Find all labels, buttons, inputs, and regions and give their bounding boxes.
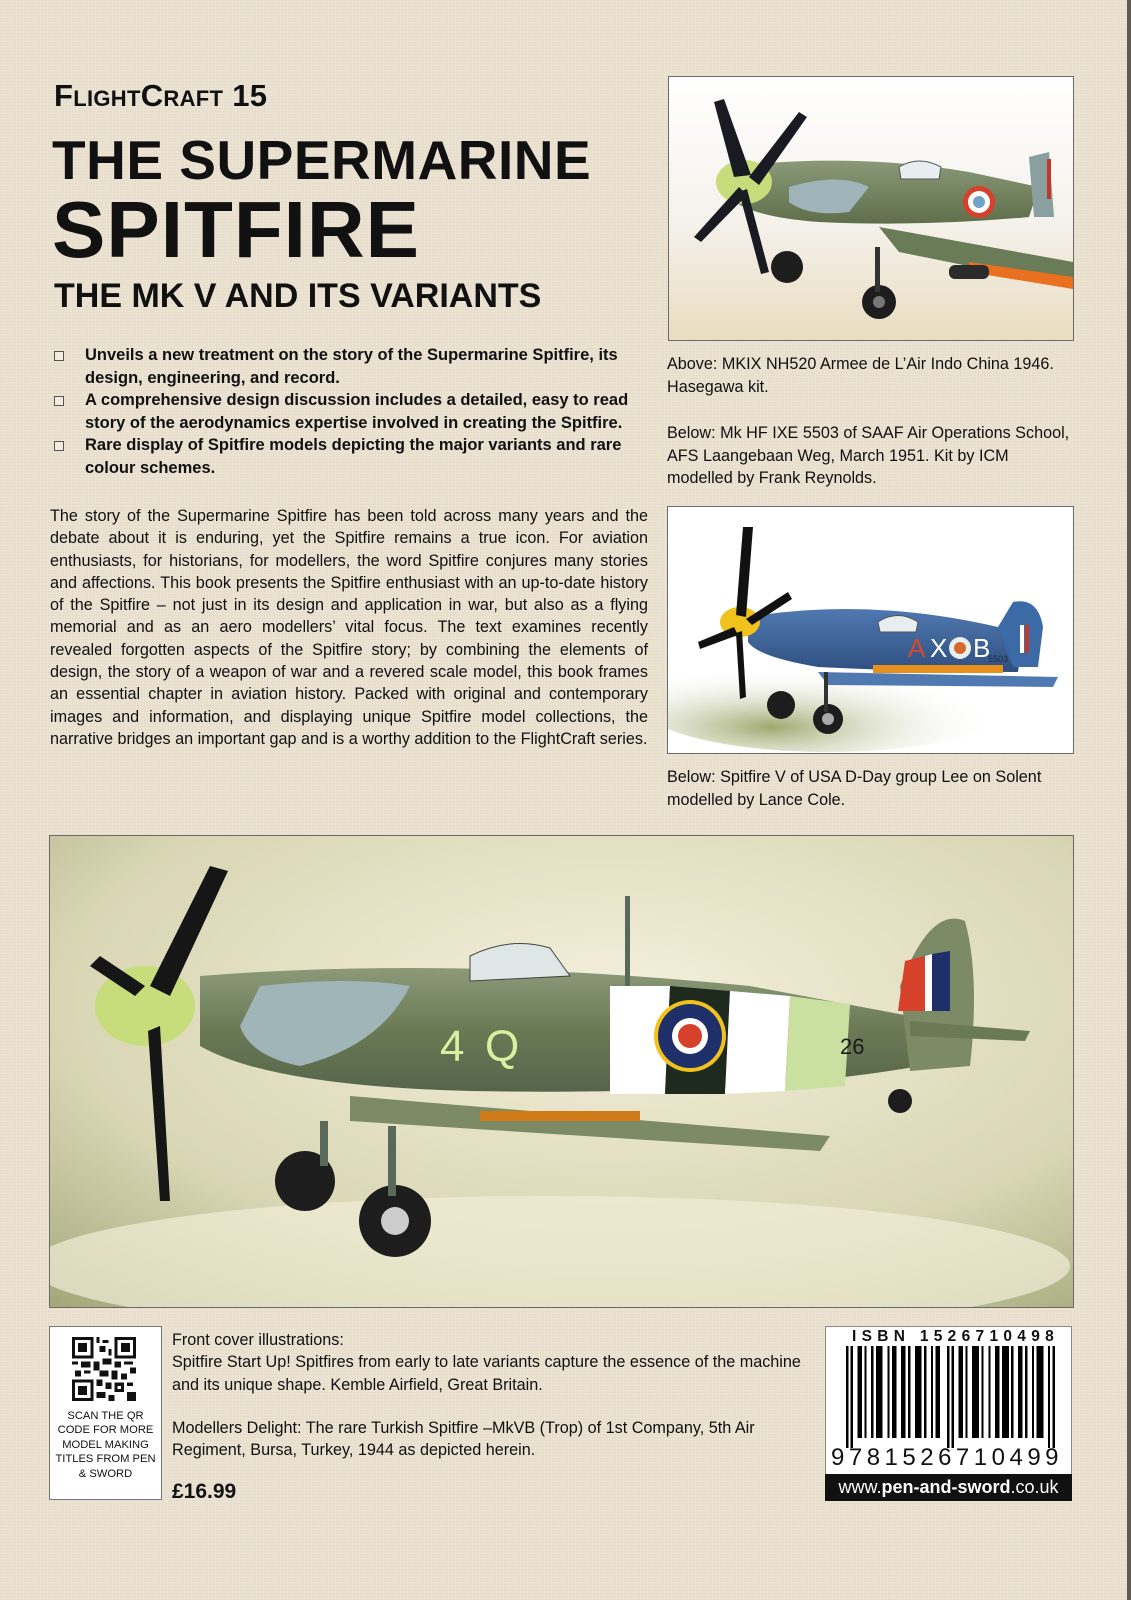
front-cover-line-1: Spitfire Start Up! Spitfires from early to late variants capture the essence of the machine and its unique shape. Kemble Airfield, Great Britain. xyxy=(172,1353,801,1394)
blurb-paragraph: The story of the Supermarine Spitfire has been told across many years and the debate about it is enduring, yet the Spitfire remains a true icon. For aviation enthusiasts, for historians, for modellers, the word Spitfire conjures many stories and affections. This book presents the Spitfire enthusiast with an up-to-date history of the Spitfire – not just in its design and application in war, but also as a flying memorial and as an aero modellers’ vital focus. The text examines recently revealed forgotten aspects of the Spitfire story; by combining the elements of design, the story of a weapon of war and a revered scale model, this book frames an essential chapter in aviation history. Packed with original and contemporary images and information, and displaying unique Spitfire model collections, the narrative bridges an important gap and is a worthy addition to the FlightCraft series. xyxy=(50,507,648,748)
photo-spitfire-saaf xyxy=(667,506,1074,754)
qr-code-icon[interactable] xyxy=(72,1337,136,1401)
spitfire-saaf-image xyxy=(668,507,1073,753)
spitfire-dday-image xyxy=(50,836,1073,1307)
title-line-2: SPITFIRE xyxy=(52,185,421,274)
publisher-url[interactable] xyxy=(825,1474,1072,1501)
feature-list xyxy=(52,344,652,479)
barcode-icon xyxy=(846,1346,1064,1448)
feature-text: Rare display of Spitfire models depicting the major variants and rare colour schemes. xyxy=(85,436,622,477)
subtitle: THE MK V AND ITS VARIANTS xyxy=(54,277,542,315)
url-prefix: www. xyxy=(838,1477,882,1497)
svg-text:A: A xyxy=(908,633,926,663)
svg-text:5503: 5503 xyxy=(988,654,1009,664)
svg-text:X: X xyxy=(930,633,948,663)
isbn-13: 9781526710499 xyxy=(831,1444,1064,1471)
series-number: 15 xyxy=(232,78,268,113)
url-suffix: .co.uk xyxy=(1010,1477,1059,1497)
front-cover-notes xyxy=(172,1329,812,1461)
series-label xyxy=(54,78,267,114)
isbn-10: ISBN 1526710498 xyxy=(852,1328,1060,1345)
feature-text: Unveils a new treatment on the story of the Supermarine Spitfire, its design, engineering, and record. xyxy=(85,346,618,387)
svg-text:26: 26 xyxy=(840,1034,865,1059)
caption-below-2: Below: Spitfire V of USA D-Day group Lee on Solent modelled by Lance Cole. xyxy=(667,768,1042,809)
qr-panel xyxy=(49,1326,162,1500)
feature-item xyxy=(52,344,652,389)
caption-above: Above: MKIX NH520 Armee de L’Air Indo China 1946. Hasegawa kit. xyxy=(667,355,1054,396)
book-edge xyxy=(1127,0,1131,1600)
caption-below-1: Below: Mk HF IXE 5503 of SAAF Air Operations School, AFS Laangebaan Weg, March 1951. Kit by ICM modelled by Frank Reynolds. xyxy=(667,424,1070,487)
svg-text:4: 4 xyxy=(440,1022,465,1071)
qr-instructions: SCAN THE QR CODE FOR MORE MODEL MAKING TITLES FROM PEN & SWORD xyxy=(55,1410,156,1480)
barcode-panel xyxy=(825,1326,1072,1476)
feature-text: A comprehensive design discussion includes a detailed, easy to read story of the aerodynamics expertise involved in creating the Spitfire. xyxy=(85,391,629,432)
checkbox-bullet-icon xyxy=(54,441,64,451)
series-name: FlightCraft xyxy=(54,78,224,113)
front-cover-line-2: Modellers Delight: The rare Turkish Spitfire –MkVB (Trop) of 1st Company, 5th Air Regiment, Bursa, Turkey, 1944 as depicted herein. xyxy=(172,1418,755,1460)
photo-spitfire-mkix xyxy=(668,76,1074,341)
checkbox-bullet-icon xyxy=(54,396,64,406)
front-cover-heading: Front cover illustrations: xyxy=(172,1331,344,1349)
photo-spitfire-dday xyxy=(49,835,1074,1308)
svg-text:B: B xyxy=(973,633,991,663)
url-domain: pen-and-sword xyxy=(881,1477,1011,1497)
price: £16.99 xyxy=(172,1480,237,1503)
feature-item xyxy=(52,389,652,434)
feature-item xyxy=(52,434,652,479)
spitfire-french-image xyxy=(669,77,1073,340)
title-line-1: THE SUPERMARINE xyxy=(52,129,592,191)
svg-text:Q: Q xyxy=(485,1022,520,1071)
checkbox-bullet-icon xyxy=(54,351,64,361)
